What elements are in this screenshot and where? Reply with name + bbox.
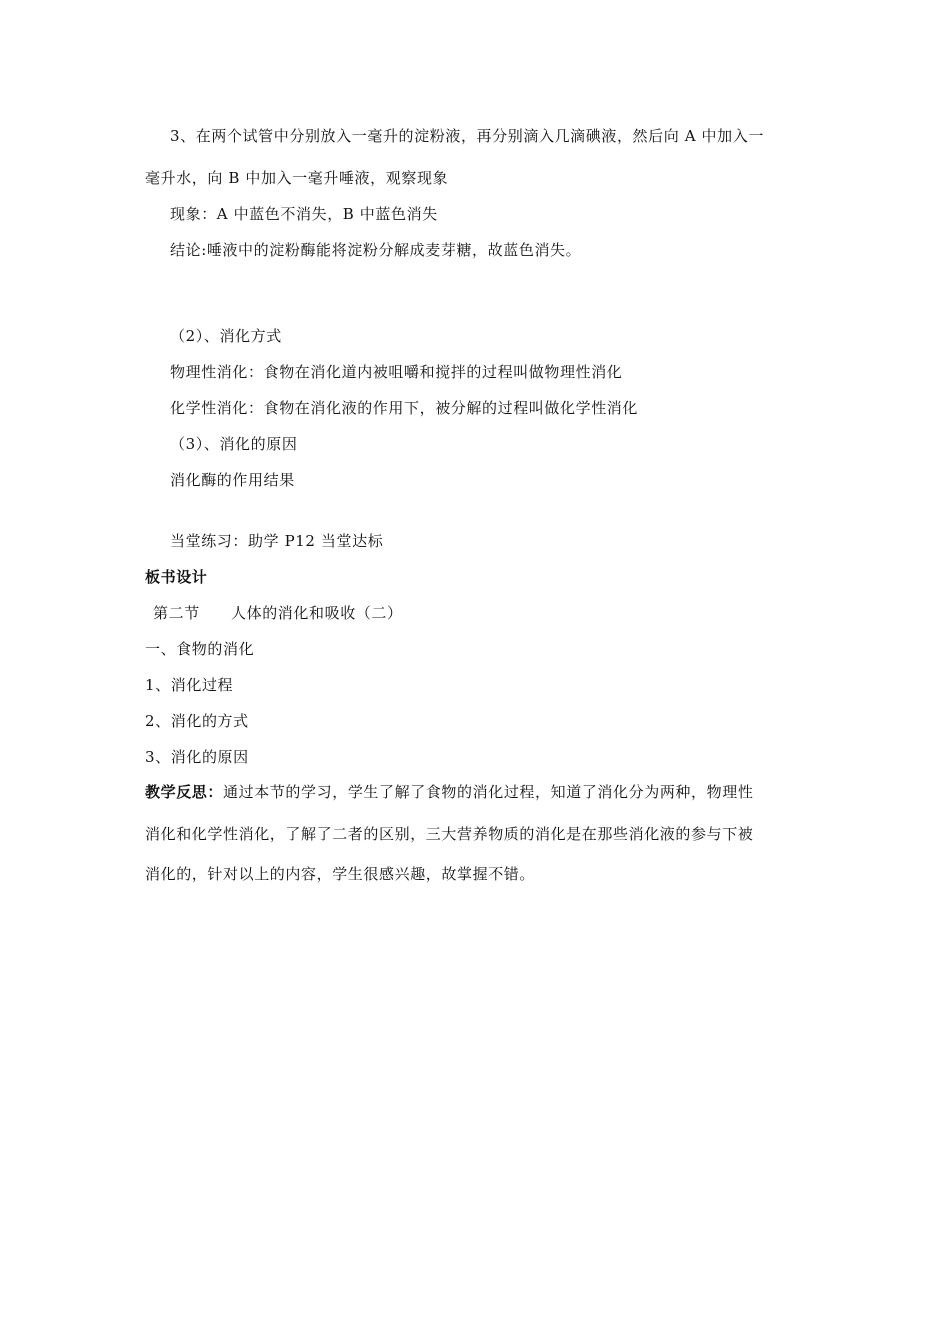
digestion-cause-text: 消化酶的作用结果 [170,471,295,489]
experiment-conclusion: 结论:唾液中的淀粉酶能将淀粉分解成麦芽糖，故蓝色消失。 [170,241,582,259]
physical-digestion: 物理性消化：食物在消化道内被咀嚼和搅拌的过程叫做物理性消化 [170,363,623,381]
digestion-methods-title: （2）、消化方式 [170,327,282,345]
board-item-digestion-process: 1、消化过程 [145,676,234,694]
board-item-digestion-cause: 3、消化的原因 [145,748,249,766]
board-item-digestion-methods: 2、消化的方式 [145,712,249,730]
experiment-phenomenon: 现象：A 中蓝色不消失，B 中蓝色消失 [170,205,438,223]
board-item-food-digestion: 一、食物的消化 [145,640,255,658]
experiment-step3-line2: 毫升水，向 B 中加入一毫升唾液，观察现象 [145,169,449,187]
experiment-step3-line1: 3、在两个试管中分别放入一毫升的淀粉液，再分别滴入几滴碘液，然后向 A 中加入一 [170,127,764,145]
reflection-line2: 消化和化学性消化，了解了二者的区别，三大营养物质的消化是在那些消化液的参与下被 [145,825,754,843]
board-section-title: 第二节 人体的消化和吸收（二） [153,604,403,622]
reflection-line1 [145,782,753,802]
digestion-cause-title: （3）、消化的原因 [170,435,298,453]
reflection-label: 教学反思： [145,783,224,801]
reflection-text-1: 通过本节的学习，学生了解了食物的消化过程，知道了消化分为两种，物理性 [223,783,754,801]
chemical-digestion: 化学性消化：食物在消化液的作用下，被分解的过程叫做化学性消化 [170,399,639,417]
practice-note: 当堂练习：助学 P12 当堂达标 [170,532,384,550]
board-design-heading: 板书设计 [145,568,208,586]
reflection-line3: 消化的，针对以上的内容，学生很感兴趣，故掌握不错。 [145,865,536,883]
